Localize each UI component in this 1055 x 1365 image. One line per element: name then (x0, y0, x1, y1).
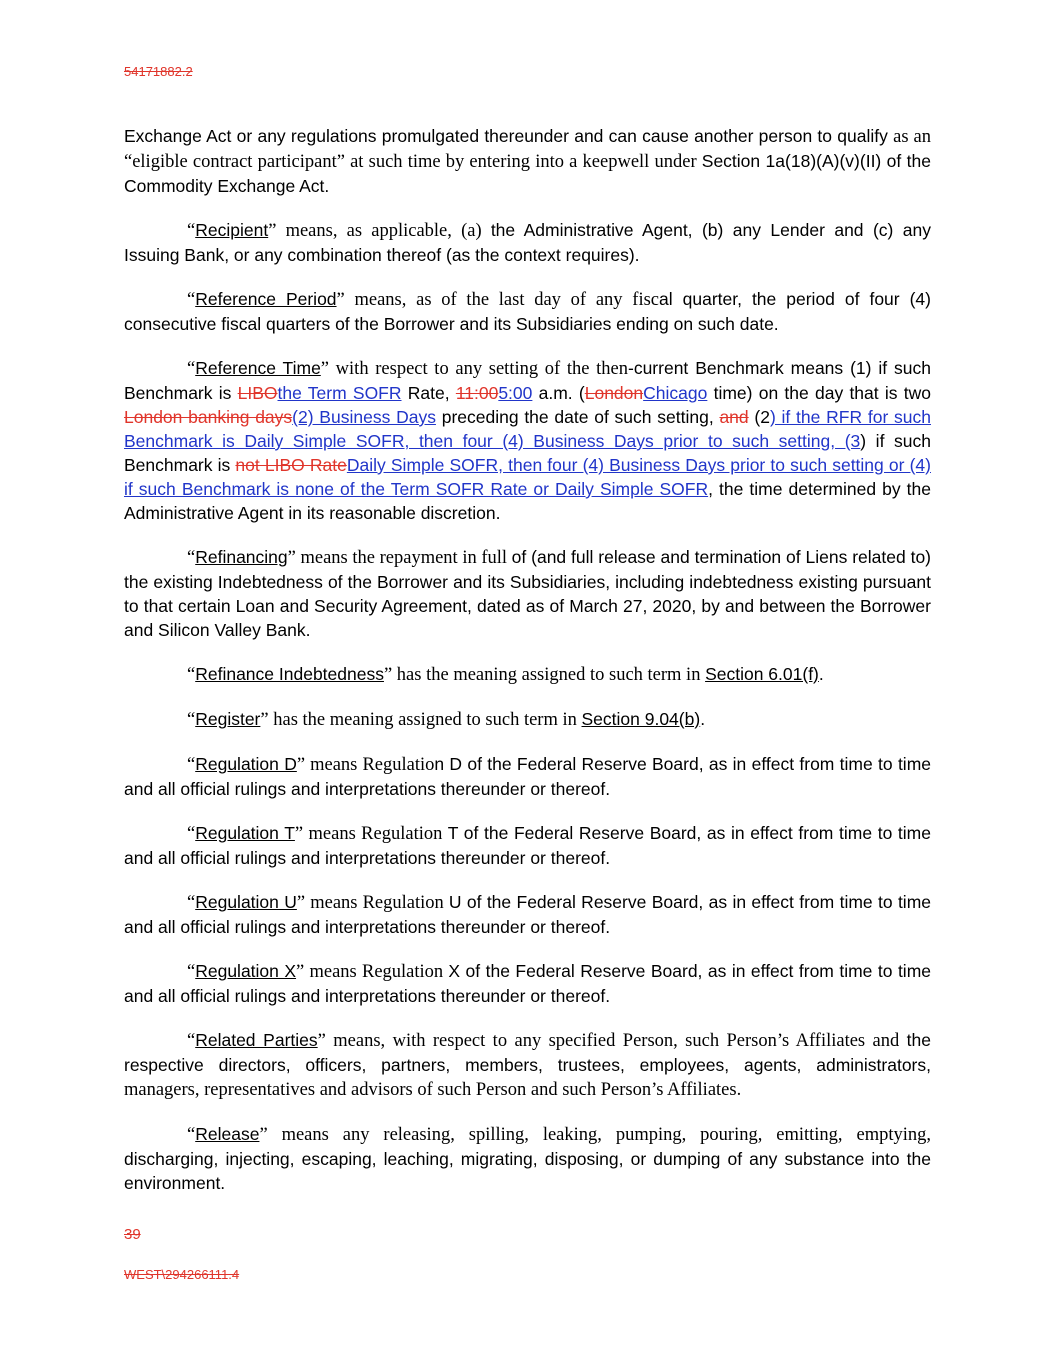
section-reference: Section 9.04(b) (581, 709, 701, 729)
defined-term: Regulation T (195, 823, 295, 843)
defined-term: Recipient (195, 220, 269, 240)
deleted-text: LIBO (237, 383, 278, 403)
paragraph-exchange-act-continuation: Exchange Act or any regulations promulgated thereunder and can cause another person to qualify as an “eligible contract participant” at such time by entering into a keepwell under Section 1a(18)(A)(v)(II) of the Commodity Exchange Act. (124, 126, 931, 196)
definition-release: “Release” means any releasing, spilling, leaking, pumping, pouring, emitting, emptying, discharging, injecting, escaping, leaching, migrating, disposing, or dumping of any substance into the environment. (124, 1124, 931, 1193)
inserted-text: (2) Business Days (292, 407, 436, 427)
deleted-text: London (584, 383, 644, 403)
defined-term: Related Parties (195, 1030, 318, 1050)
deleted-text: not LIBO Rate (235, 455, 347, 475)
definition-refinance-indebtedness: “Refinance Indebtedness” has the meaning assigned to such term in Section 6.01(f). (187, 664, 824, 685)
inserted-text: the Term SOFR (277, 383, 402, 403)
section-reference: Section 6.01(f) (705, 664, 819, 684)
definition-register: “Register” has the meaning assigned to such term in Section 9.04(b). (187, 709, 706, 730)
definition-recipient: “Recipient” means, as applicable, (a) the Administrative Agent, (b) any Lender and (c) any Issuing Bank, or any combination thereof (as the context requires). (124, 220, 931, 265)
definition-reference-period: “Reference Period” means, as of the last day of any fiscal quarter, the period of four (4) consecutive fiscal quarters of the Borrower and its Subsidiaries ending on such date. (124, 289, 931, 334)
footer-doc-ref: WEST\294266111.4 (124, 1267, 240, 1282)
definition-regulation-u: “Regulation U” means Regulation U of the Federal Reserve Board, as in effect from time to time and all official rulings and interpretations thereunder or thereof. (124, 892, 932, 937)
defined-term: Release (195, 1124, 260, 1144)
document-body (124, 124, 931, 1215)
header-doc-number: 54171882.2 (124, 64, 193, 79)
deleted-text: and (719, 407, 749, 427)
defined-term: Reference Time (195, 358, 321, 378)
defined-term: Register (195, 709, 261, 729)
defined-term: Refinance Indebtedness (195, 664, 384, 684)
inserted-text: Chicago (643, 383, 708, 403)
defined-term: Regulation U (195, 892, 297, 912)
definition-refinancing: “Refinancing” means the repayment in full of (and full release and termination of Liens related to) the existing Indebtedness of the Borrower and its Subsidiaries, including indebtedness existing pursuant to that certain Loan and Security Agreement, dated as of March 27, 2020, by and between the Borrower and Silicon Valley Bank. (124, 547, 932, 640)
defined-term: Regulation X (195, 961, 297, 981)
definition-reference-time: “Reference Time” with respect to any setting of the then-current Benchmark means (1) if such Benchmark is LIBOthe Term SOFR Rate, 11:005:00 a.m. (LondonChicago time) on the day that is two London banking days(2) Business Days preceding the date of such setting, and (2) if the RFR for such Benchmark is Daily Simple SOFR, then four (4) Business Days prior to such setting, (3) if such Benchmark is not LIBO RateDaily Simple SOFR, then four (4) Business Days prior to such setting or (4) if such Benchmark is none of the Term SOFR Rate or Daily Simple SOFR, the time determined by the Administrative Agent in its reasonable discretion. (124, 358, 932, 523)
definition-regulation-x: “Regulation X” means Regulation X of the Federal Reserve Board, as in effect from time to time and all official rulings and interpretations thereunder or thereof. (124, 961, 931, 1006)
page-number: 39 (124, 1226, 141, 1243)
deleted-text: London banking days (124, 407, 293, 427)
definition-regulation-t: “Regulation T” means Regulation T of the Federal Reserve Board, as in effect from time to time and all official rulings and interpretations thereunder or thereof. (124, 823, 931, 868)
defined-term: Refinancing (195, 547, 288, 567)
inserted-text: 5:00 (498, 383, 533, 403)
deleted-text: 11:00 (455, 383, 499, 403)
definition-related-parties: “Related Parties” means, with respect to any specified Person, such Person’s Affiliates and the respective directors, officers, partners, members, trustees, employees, agents, administrators, managers, representatives and advisors of such Person and such Person’s Affiliates. (124, 1030, 931, 1100)
inserted-text: ) if the RFR for such Benchmark is Daily Simple SOFR, then four (4) Business Days prior to such setting, (3 (124, 407, 931, 451)
inserted-text: Daily Simple SOFR, then four (4) Business Days prior to such setting or (4) if such Benchmark is none of the Term SOFR Rate or Daily Simple SOFR (124, 455, 931, 499)
definition-regulation-d: “Regulation D” means Regulation D of the Federal Reserve Board, as in effect from time to time and all official rulings and interpretations thereunder or thereof. (124, 754, 932, 799)
defined-term: Reference Period (195, 289, 337, 309)
defined-term: Regulation D (195, 754, 297, 774)
